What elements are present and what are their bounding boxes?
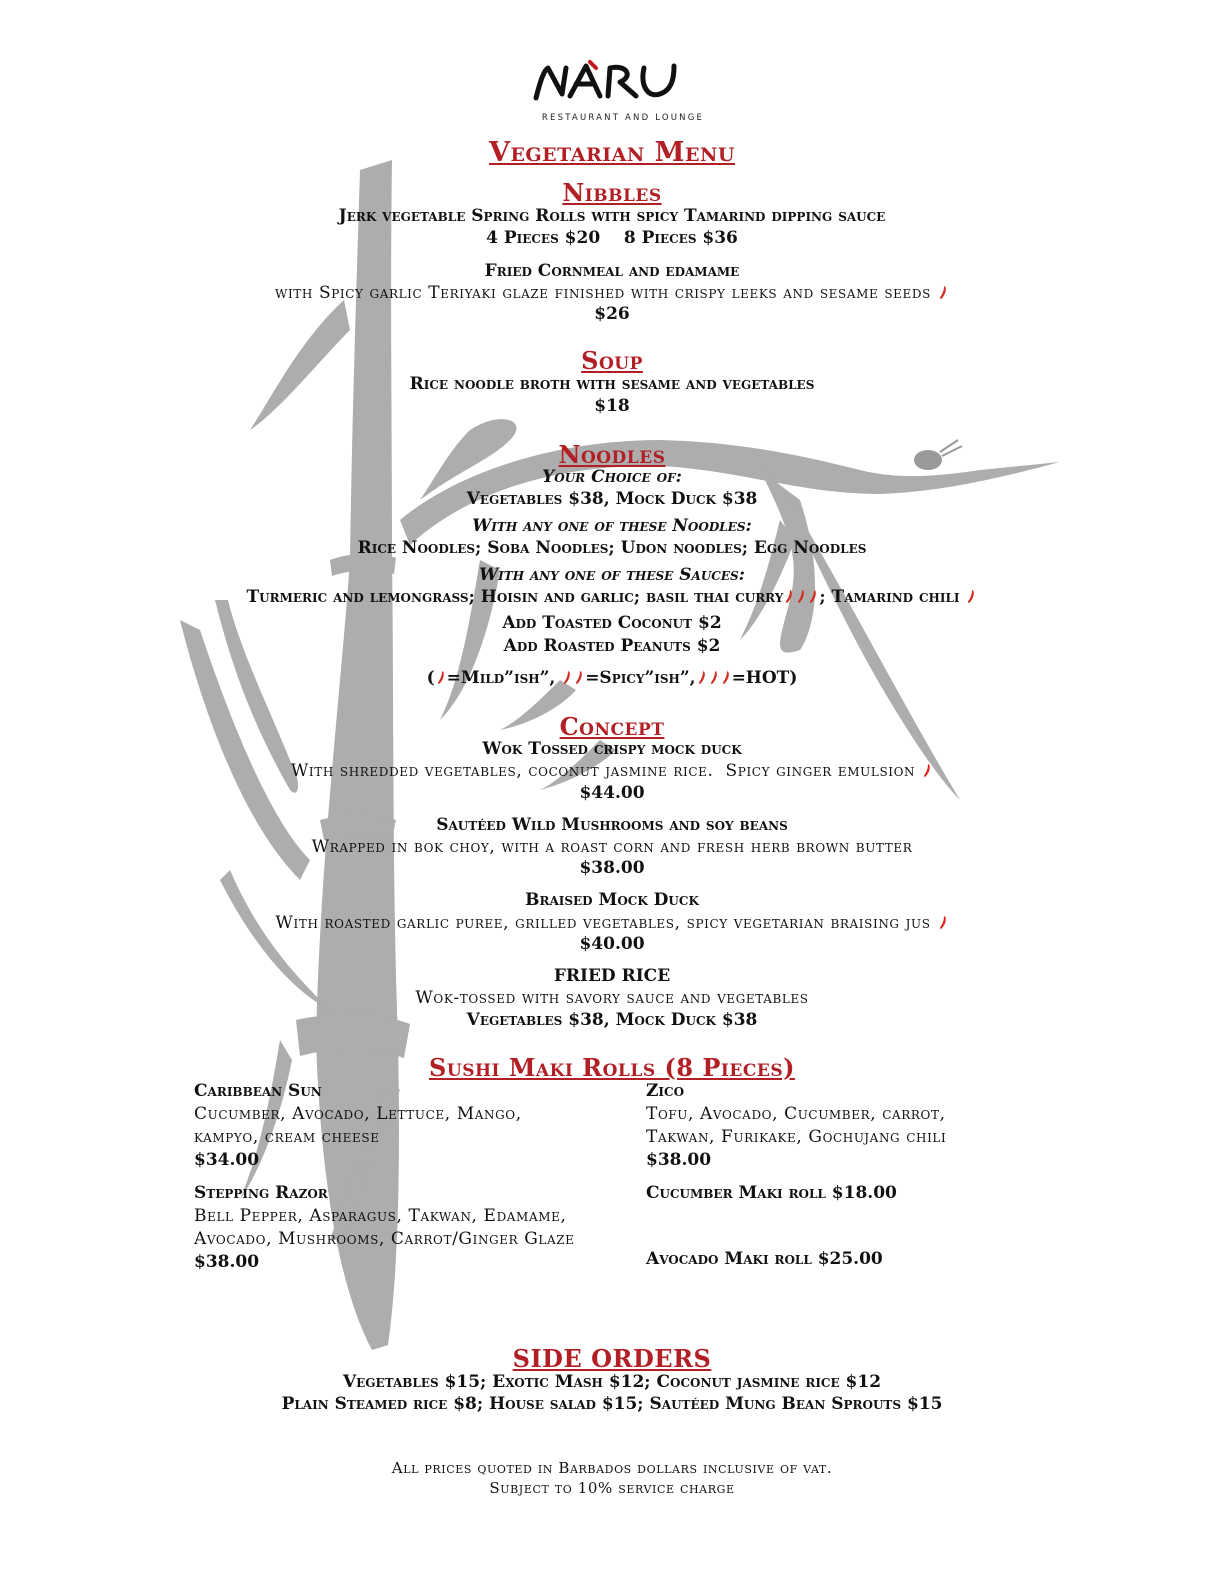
noodles-noodle-list: Rice Noodles; Soba Noodles; Udon noodles; Egg Noodles (357, 538, 867, 558)
sushi-item-name: Stepping Razor (194, 1183, 328, 1203)
soup-heading: Soup (581, 346, 643, 375)
sushi-item-price: $34.00 (194, 1150, 260, 1170)
sushi-item-line: Takwan, Furikake, Gochujang chili (646, 1127, 947, 1147)
concept-item-desc: With shredded vegetables, coconut jasmine rice. Spicy ginger emulsion (290, 761, 916, 781)
nibbles-item2-name: Fried Cornmeal and edamame (484, 261, 740, 281)
nibbles-item2-price: $26 (594, 304, 630, 324)
sushi-avocado-roll (646, 1248, 883, 1271)
sushi-item-line: kampyo, cream cheese (194, 1127, 380, 1147)
chili-pepper-icon (808, 589, 818, 604)
chili-pepper-icon (938, 915, 948, 930)
noodles-sauce-b: ; Tamarind chili (819, 587, 960, 607)
legend-open: ( (426, 668, 435, 688)
sushi-item-zico (646, 1080, 946, 1172)
chili-pepper-icon (922, 763, 932, 778)
spice-legend (0, 668, 1224, 688)
chili-pepper-icon (966, 589, 976, 604)
concept-item-desc: Wrapped in bok choy, with a roast corn and fresh herb brown butter (311, 837, 913, 857)
concept-item-desc: Wok-tossed with savory sauce and vegetables (415, 988, 809, 1008)
concept-item-name: Braised Mock Duck (525, 890, 699, 910)
sushi-item-line: Cucumber, Avocado, Lettuce, Mango, (194, 1104, 522, 1124)
footer-line-2: Subject to 10% service charge (489, 1479, 735, 1497)
concept-item-price: Vegetables $38, Mock Duck $38 (466, 1010, 758, 1030)
concept-item-price: $44.00 (579, 783, 645, 803)
sushi-item-line: Tofu, Avocado, Cucumber, carrot, (646, 1104, 946, 1124)
noodles-sauce-a: Turmeric and lemongrass; Hoisin and garlic; basil thai curry (246, 587, 784, 607)
concept-item-name: FRIED RICE (553, 966, 671, 986)
sides-line-1: Vegetables $15; Exotic Mash $12; Coconut jasmine rice $12 (342, 1372, 882, 1392)
soup-item-price: $18 (594, 396, 630, 416)
sides-line-2: Plain Steamed rice $8; House salad $15; Sautéed Mung Bean Sprouts $15 (281, 1394, 943, 1414)
menu-title: Vegetarian Menu (489, 137, 735, 168)
chili-pepper-icon (721, 670, 731, 685)
concept-heading: Concept (559, 712, 665, 741)
nibbles-item1-name: Jerk vegetable Spring Rolls with spicy Tamarind dipping sauce (338, 206, 886, 226)
sushi-item-name: Zico (646, 1081, 685, 1101)
sushi-item-name: Caribbean Sun (194, 1081, 322, 1101)
sushi-item-price: $38.00 (194, 1252, 260, 1272)
concept-item-desc-row (0, 913, 1224, 933)
chili-pepper-icon (574, 670, 584, 685)
noodles-sauce-list (0, 587, 1224, 607)
nibbles-item2-desc: with Spicy garlic Teriyaki glaze finished with crispy leeks and sesame seeds (275, 283, 931, 303)
noodles-addon-2: Add Roasted Peanuts $2 (503, 636, 721, 656)
chili-pepper-icon (709, 670, 719, 685)
concept-item-price: $38.00 (579, 858, 645, 878)
sushi-item-name: Avocado Maki roll $25.00 (646, 1249, 883, 1269)
noodles-choices: Vegetables $38, Mock Duck $38 (466, 489, 758, 509)
chili-pepper-icon (436, 670, 446, 685)
sushi-heading: Sushi Maki Rolls (8 Pieces) (429, 1053, 795, 1082)
concept-item-name: Wok Tossed crispy mock duck (482, 739, 742, 759)
sushi-item-price: $38.00 (646, 1150, 712, 1170)
chili-pepper-icon (938, 285, 948, 300)
legend-hot: =HOT) (731, 668, 798, 688)
nibbles-item1-prices: 4 Pieces $20 8 Pieces $36 (486, 228, 738, 248)
chili-pepper-icon (562, 670, 572, 685)
noodles-sauce-label: With any one of these Sauces: (479, 565, 745, 585)
nibbles-heading: Nibbles (562, 178, 662, 207)
sushi-item-line: Avocado, Mushrooms, Carrot/Ginger Glaze (194, 1229, 575, 1249)
sushi-item-name: Cucumber Maki roll $18.00 (646, 1183, 897, 1203)
legend-mild: =Mild”ish”, (446, 668, 562, 688)
nibbles-item2-desc-row (0, 283, 1224, 303)
noodles-choice-label: Your Choice of: (542, 467, 682, 487)
chili-pepper-icon (784, 589, 794, 604)
soup-item-name: Rice noodle broth with sesame and vegetables (409, 374, 815, 394)
noodles-heading: Noodles (558, 440, 666, 469)
concept-item-desc-row (0, 761, 1224, 781)
concept-item-desc: With roasted garlic puree, grilled vegetables, spicy vegetarian braising jus (275, 913, 931, 933)
chili-pepper-icon (796, 589, 806, 604)
noodles-noodle-label: With any one of these Noodles: (472, 516, 752, 536)
legend-spicy: =Spicy”ish”, (585, 668, 696, 688)
noodles-addon-1: Add Toasted Coconut $2 (502, 613, 722, 633)
sushi-cucumber-roll (646, 1182, 897, 1205)
chili-pepper-icon (697, 670, 707, 685)
sushi-item-caribbean-sun (194, 1080, 522, 1172)
footer-line-1: All prices quoted in Barbados dollars inclusive of vat. (391, 1459, 833, 1477)
svg-text:RESTAURANT AND LOUNGE: RESTAURANT AND LOUNGE (541, 113, 705, 123)
sides-heading: SIDE ORDERS (512, 1344, 712, 1373)
sushi-item-stepping-razor (194, 1182, 575, 1274)
sushi-item-line: Bell Pepper, Asparagus, Takwan, Edamame, (194, 1206, 567, 1226)
naru-logo (530, 58, 730, 128)
concept-item-name: Sautéed Wild Mushrooms and soy beans (436, 815, 788, 835)
concept-item-price: $40.00 (579, 934, 645, 954)
